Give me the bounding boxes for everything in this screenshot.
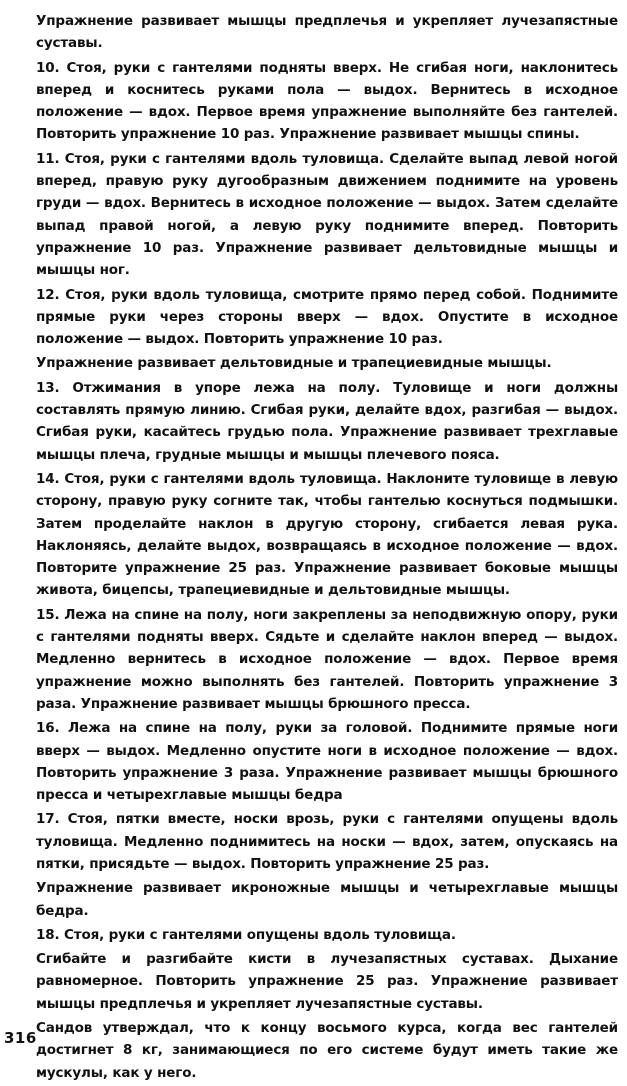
paragraph-exercise-12-effect: Упражнение развивает дельтовидные и трапециевидные мышцы. xyxy=(36,355,552,372)
page-body-text xyxy=(36,10,618,1086)
paragraph-exercise-18-details: Сгибайте и разгибайте кисти в лучезапястных суставах. Дыхание равномерное. Повторить упражнение 25 раз. Упражнение развивает мышцы предплечья и укрепляет лучезапястные суставы. xyxy=(36,951,618,1012)
page-number: 316 xyxy=(4,1029,37,1047)
paragraph-exercise-11: 11. Стоя, руки с гантелями вдоль туловища. Сделайте выпад левой ногой вперед, правую руку дугообразным движением поднимите на уровень груди — вдох. Вернитесь в исходное положение — выдох. Затем сделайте выпад правой ногой, а левую руку поднимите вперед. Повторить упражнение 10 раз. Упражнение развивает дельтовидные мышцы и мышцы ног. xyxy=(36,150,618,279)
paragraph-exercise-18: 18. Стоя, руки с гантелями опущены вдоль туловища. xyxy=(36,926,456,943)
paragraph-exercise-14: 14. Стоя, руки с гантелями вдоль туловища. Наклоните туловище в левую сторону, правую руку согните так, чтобы гантелью коснуться подмышки. Затем проделайте наклон в другую сторону, сгибается левая рука. Наклоняясь, делайте выдох, возвращаясь в исходное положение — вдох. Повторите упражнение 25 раз. Упражнение развивает боковые мышцы живота, бицепсы, трапециевидные и дельтовидные мышцы. xyxy=(36,470,618,599)
paragraph-continuation: Упражнение развивает мышцы предплечья и укрепляет лучезапястные суставы. xyxy=(36,13,618,52)
paragraph-sandow-conclusion: Сандов утверждал, что к концу восьмого курса, когда вес гантелей достигнет 8 кг, занимающиеся по его системе будут иметь такие же мускулы, как у него. xyxy=(36,1020,618,1081)
paragraph-exercise-12: 12. Стоя, руки вдоль туловища, смотрите прямо перед собой. Поднимите прямые руки через стороны вверх — вдох. Опустите в исходное положение — выдох. Повторить упражнение 10 раз. xyxy=(36,286,618,348)
paragraph-exercise-10: 10. Стоя, руки с гантелями подняты вверх. Не сгибая ноги, наклонитесь вперед и коснитесь руками пола — выдох. Вернитесь в исходное положение — вдох. Первое время упражнение выполняйте без гантелей. Повторить упражнение 10 раз. Упражнение развивает мышцы спины. xyxy=(36,59,618,143)
paragraph-exercise-13: 13. Отжимания в упоре лежа на полу. Туловище и ноги должны составлять прямую линию. Сгибая руки, делайте вдох, разгибая — выдох. Сгибая руки, касайтесь грудью пола. Упражнение развивает трехглавые мышцы плеча, грудные мышцы и мышцы плечевого пояса. xyxy=(36,379,618,463)
paragraph-exercise-15: 15. Лежа на спине на полу, ноги закреплены за неподвижную опору, руки с гантелями подняты вверх. Сядьте и сделайте наклон вперед — выдох. Медленно вернитесь в исходное положение — вдох. Первое время упражнение можно выполнять без гантелей. Повторить упражнение 3 раза. Упражнение развивает мышцы брюшного пресса. xyxy=(36,606,618,712)
paragraph-exercise-16: 16. Лежа на спине на полу, руки за головой. Поднимите прямые ноги вверх — выдох. Медленно опустите ноги в исходное положение — вдох. Повторить упражнение 3 раза. Упражнение развивает мышцы брюшного пресса и четырехглавые мышцы бедра xyxy=(36,720,618,804)
paragraph-exercise-17: 17. Стоя, пятки вместе, носки врозь, руки с гантелями опущены вдоль туловища. Медленно поднимитесь на носки — вдох, затем, опускаясь на пятки, присядьте — выдох. Повторить упражнение 25 раз. xyxy=(36,811,618,872)
paragraph-exercise-17-effect: Упражнение развивает икроножные мышцы и четырехглавые мышцы бедра. xyxy=(36,880,618,919)
